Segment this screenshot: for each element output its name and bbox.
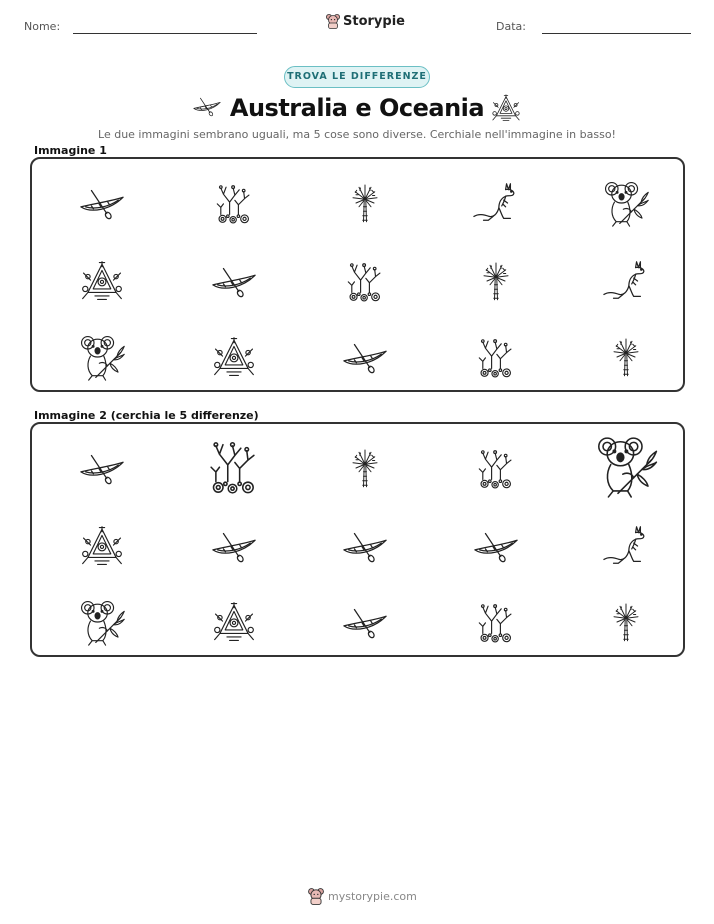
image1-cell-r1c5-koala-icon: [602, 178, 650, 228]
image2-cell-r2c3-canoe-icon[interactable]: [341, 529, 389, 563]
image1-cell-r3c2-tribal-emblem-icon: [212, 334, 256, 380]
image1-cell-r3c1-koala-icon: [78, 332, 126, 382]
image2-label: Immagine 2 (cerchia le 5 differenze): [34, 409, 259, 422]
image2-cell-r3c4-coral-icon[interactable]: [474, 599, 518, 645]
image2-cell-r3c5-palm-tree-icon[interactable]: [611, 596, 641, 648]
image2-cell-r2c4-canoe-icon[interactable]: [472, 529, 520, 563]
image1-cell-r2c3-coral-icon: [343, 258, 387, 304]
brand-logo: [326, 13, 405, 29]
brand-name: Storypie: [343, 13, 405, 29]
date-line[interactable]: [542, 33, 691, 34]
image2-cell-r1c5-koala-icon[interactable]: [594, 432, 659, 500]
image1-cell-r2c2-canoe-icon: [210, 264, 258, 298]
image2-cell-r2c2-canoe-icon[interactable]: [210, 529, 258, 563]
image2-cell-r2c1-tribal-emblem-icon[interactable]: [80, 523, 124, 569]
page-title: Australia e Oceania: [229, 94, 485, 122]
date-label: Data:: [496, 20, 526, 33]
image1-cell-r3c4-coral-icon: [474, 334, 518, 380]
image1-cell-r1c1-canoe-icon: [78, 186, 126, 220]
image2-cell-r3c2-tribal-emblem-icon[interactable]: [212, 599, 256, 645]
worksheet-type-badge: TROVA LE DIFFERENZE: [284, 66, 430, 88]
image2-cell-r3c1-koala-icon[interactable]: [78, 597, 126, 647]
image1-cell-r1c2-coral-icon: [212, 180, 256, 226]
footer-url: mystorypie.com: [328, 889, 417, 903]
image2-cell-r1c1-canoe-icon[interactable]: [78, 451, 126, 485]
instructions: Le due immagini sembrano uguali, ma 5 cose sono diverse. Cerchiale nell'immagine in basso!: [98, 128, 616, 141]
name-line[interactable]: [73, 33, 257, 34]
image1-cell-r3c3-canoe-icon: [341, 340, 389, 374]
image2-cell-r1c4-coral-icon[interactable]: [474, 445, 518, 491]
image2-cell-r1c2-coral-icon[interactable]: [204, 435, 263, 497]
image2-cell-r2c5-kangaroo-icon[interactable]: [602, 524, 650, 568]
image1-panel: [30, 157, 685, 392]
footer: [308, 887, 417, 905]
image1-cell-r2c1-tribal-emblem-icon: [80, 258, 124, 304]
koala-footer-icon: [308, 887, 324, 905]
name-label: Nome:: [24, 20, 61, 33]
image2-cell-r3c3-canoe-icon[interactable]: [341, 605, 389, 639]
image1-cell-r1c3-palm-tree-icon: [350, 177, 380, 229]
image1-label: Immagine 1: [34, 144, 107, 157]
image1-cell-r2c5-kangaroo-icon: [602, 259, 650, 303]
title-tribal-emblem-icon: [491, 93, 521, 123]
image1-cell-r2c4-palm-tree-icon: [481, 255, 511, 307]
image2-cell-r1c3-palm-tree-icon[interactable]: [350, 442, 380, 494]
image1-cell-r3c5-palm-tree-icon: [611, 331, 641, 383]
image2-panel[interactable]: [30, 422, 685, 657]
image1-cell-r1c4-kangaroo-icon: [472, 181, 520, 225]
koala-logo-icon: [326, 13, 340, 29]
